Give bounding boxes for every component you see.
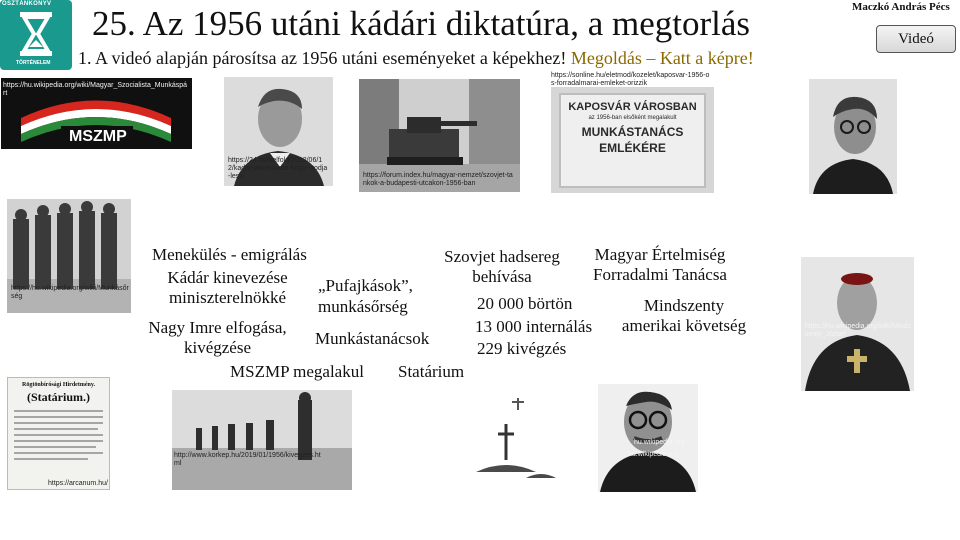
plaque-line-4: EMLÉKÉRE [599, 141, 666, 155]
mindszenty-source-url[interactable]: https://hu.wikipedia.org/wiki/Mindszenty_József [805, 323, 911, 338]
plaque-panel [559, 93, 706, 188]
statarium-poster-image[interactable] [7, 377, 110, 490]
nagy-imre-graphic [598, 384, 698, 492]
statarium-poster-word: (Statárium.) [27, 390, 90, 404]
label-20000-borton[interactable]: 20 000 börtön [477, 294, 573, 313]
mszmp-logo-image[interactable] [1, 78, 192, 149]
mszmp-source-url[interactable]: https://hu.wikipedia.org/wiki/Magyar_Szocialista_Munkáspárt [3, 82, 188, 97]
graves-drawing [466, 390, 560, 478]
solution-link[interactable]: Megoldás – Katt a képre! [570, 48, 754, 68]
kadar-source-url[interactable]: https://24.hu/belfold/2012/06/12/kadar-janos-tudta-hogy-utodja-lesz/ [228, 157, 328, 180]
grave-cross-icon [466, 390, 560, 478]
nagy-source-url-1[interactable]: hu.wikipedia.org [634, 439, 685, 446]
author-name: Maczkó András Pécs [852, 1, 950, 13]
execution-graphic [172, 390, 352, 490]
logo-bottom-text: TÖRTÉNELEM [16, 60, 51, 66]
task-text: 1. A videó alapján párosítsa az 1956 utáni eseményeket a képekhez! [78, 48, 567, 68]
kadar-portrait-photo[interactable] [224, 77, 333, 186]
label-szovjet-hadsereg[interactable]: Szovjet hadsereg behívása [444, 247, 560, 286]
hourglass-icon [18, 10, 54, 58]
workers-militia-photo[interactable] [7, 199, 131, 313]
statarium-poster-header: Rögtönbírósági Hirdetmény. [22, 382, 95, 388]
video-button[interactable]: Videó [876, 25, 956, 53]
plaque-source-url[interactable]: https://sonline.hu/eletmod/kozelet/kaposvar-1956-os-forradalmarai-emleket-orizzik [551, 72, 710, 87]
execution-photo[interactable] [172, 390, 352, 490]
label-13000-internalas[interactable]: 13 000 internálás [475, 317, 593, 336]
label-kadar-kinevezese[interactable]: Kádár kinevezése miniszterelnökké [167, 268, 288, 307]
label-pufajkasok-line-2[interactable]: munkásőrség [318, 297, 408, 316]
statarium-source-url[interactable]: https://arcanum.hu/ [48, 480, 108, 487]
execution-source-url[interactable]: http://www.korkep.hu/2019/01/1956/kivegzes.html [174, 452, 321, 467]
militia-source-url[interactable]: https://hu.wikipedia.org/wiki/Munkásőrség [11, 285, 129, 300]
mindszenty-portrait-photo[interactable] [801, 257, 914, 391]
logo-top-text: OSZTÁNKÖNYV [2, 1, 52, 7]
plaque-line-2: az 1956-ban elsőként megalakult [588, 115, 677, 121]
label-pufajkasok-line-1[interactable]: „Pufajkások”, [318, 276, 413, 295]
page-title: 25. Az 1956 utáni kádári diktatúra, a megtorlás [92, 4, 751, 43]
label-munkastanacsok[interactable]: Munkástanácsok [315, 329, 430, 348]
poster-text-lines-graphic [8, 405, 109, 475]
label-mszmp-megalakul[interactable]: MSZMP megalakul [230, 362, 364, 381]
label-mindszenty[interactable]: Mindszenty amerikai követség [621, 296, 747, 335]
label-ertelmiseg[interactable]: Magyar Értelmiség Forradalmi Tanácsa [593, 245, 727, 284]
label-menekules[interactable]: Menekülés - emigrálás [152, 245, 307, 264]
label-nagy-imre[interactable]: Nagy Imre elfogása, kivégzése [148, 318, 287, 357]
textbook-logo [0, 0, 72, 70]
plaque-line-1: KAPOSVÁR VÁROSBAN [568, 101, 697, 113]
task-instruction [78, 48, 754, 69]
nagy-source-url-2[interactable]: hu.wikipedia.org [628, 451, 679, 458]
mszmp-logo-text: MSZMP [69, 128, 127, 145]
tank-source-url[interactable]: https://forum.index.hu/magyar-nemzet/szovjet-tankok-a-budapesti-utcakon-1956-ban [363, 172, 513, 187]
label-statarium[interactable]: Statárium [398, 362, 465, 381]
soviet-tank-photo[interactable] [359, 79, 520, 192]
label-229-kivegzes[interactable]: 229 kivégzés [477, 339, 567, 358]
plaque-line-3: MUNKÁSTANÁCS [581, 125, 684, 139]
munkastanacs-plaque-photo[interactable] [551, 87, 714, 193]
intellectual-portrait-photo[interactable] [809, 79, 897, 194]
nagy-imre-portrait-photo[interactable] [598, 384, 698, 492]
intellectual-portrait-graphic [809, 79, 897, 194]
